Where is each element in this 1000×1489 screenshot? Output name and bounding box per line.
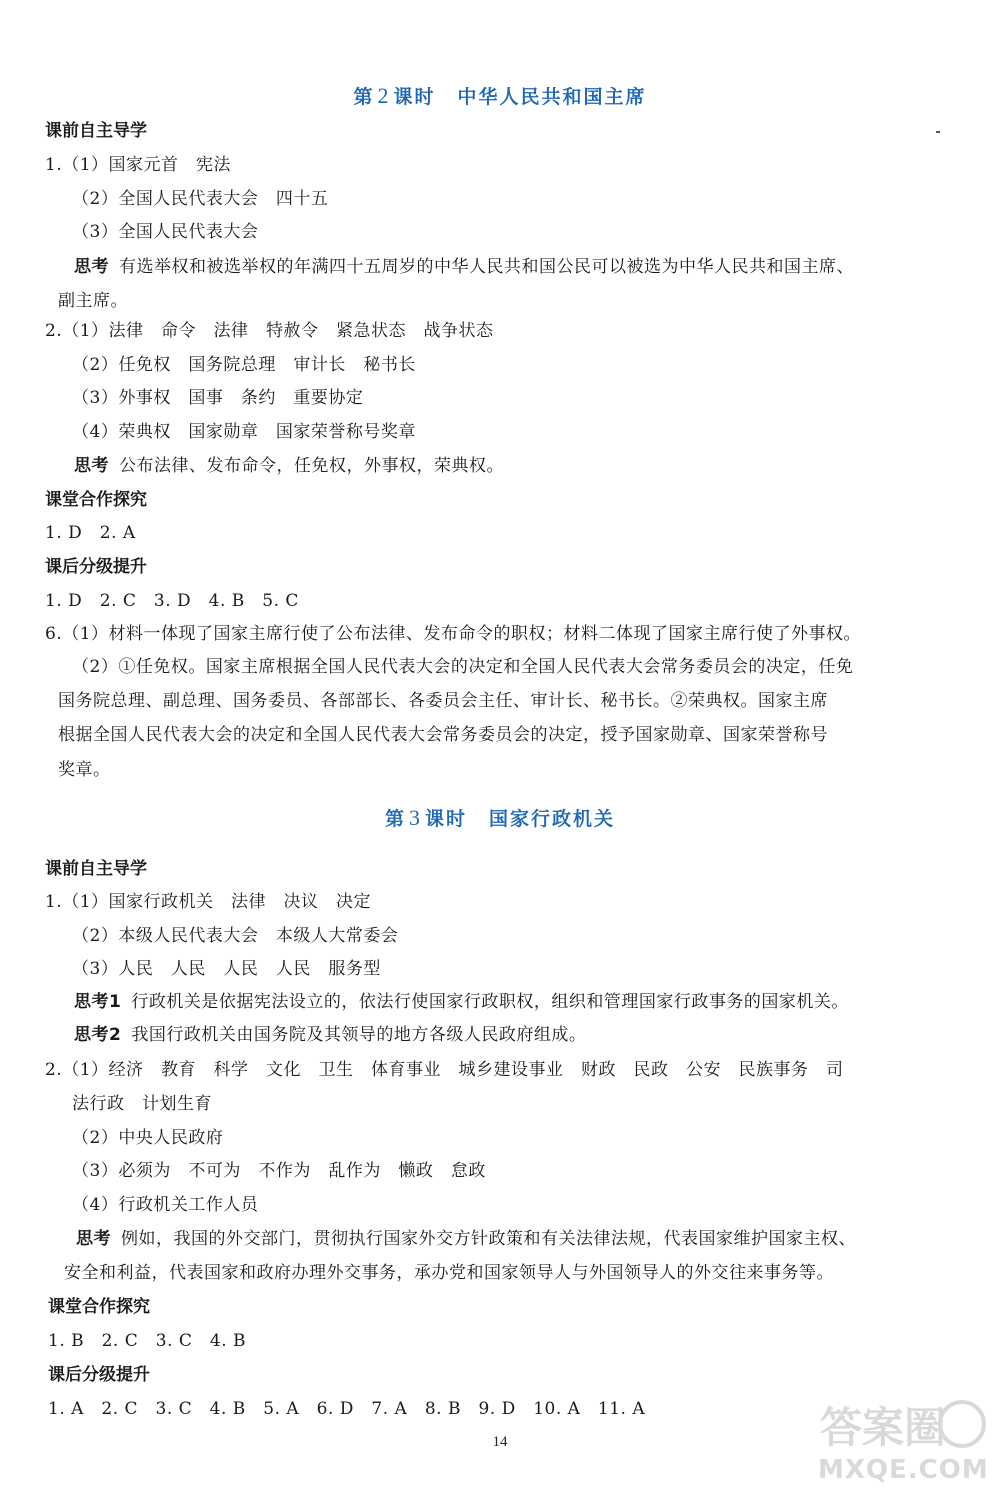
scan-speck [936, 131, 940, 133]
think-line [74, 1024, 586, 1046]
answer-line: 1. D 2. C 3. D 4. B 5. C [45, 591, 299, 611]
answer-line: （2）任免权 国务院总理 审计长 秘书长 [72, 355, 416, 375]
think-tag: 思考1 [74, 992, 122, 1012]
answer-line: （2）本级人民代表大会 本级人大常委会 [72, 926, 399, 946]
answer-line: 奖章。 [58, 760, 111, 780]
section-heading: 课前自主导学 [45, 859, 147, 879]
lesson-title [0, 806, 1000, 831]
answer-line: 6.（1）材料一体现了国家主席行使了公布法律、发布命令的职权；材料二体现了国家主席行使了外事权。 [45, 624, 862, 644]
watermark-bottom-text: MXQE.COM [818, 1455, 989, 1484]
think-tag: 思考 [76, 1229, 111, 1249]
lesson-title-number: 3 [408, 805, 422, 830]
think-text: 公布法律、发布命令，任免权，外事权，荣典权。 [119, 456, 504, 476]
think-line [74, 991, 849, 1013]
answer-line: （2）全国人民代表大会 四十五 [72, 189, 329, 209]
lesson-title-prefix: 第 [384, 808, 406, 830]
answer-line: 副主席。 [58, 291, 128, 311]
lesson-title-name: 中华人民共和国主席 [457, 86, 647, 108]
think-line [74, 256, 854, 278]
section-heading: 课后分级提升 [48, 1365, 150, 1385]
answer-line: 1.（1）国家元首 宪法 [45, 155, 232, 175]
answer-line: 2.（1）经济 教育 科学 文化 卫生 体育事业 城乡建设事业 财政 民政 公安 民族事务 司 [45, 1060, 844, 1080]
think-text: 例如，我国的外交部门，贯彻执行国家外交方针政策和有关法律法规，代表国家维护国家主权、 [121, 1229, 856, 1249]
section-heading: 课前自主导学 [45, 121, 147, 141]
answer-line: （4）行政机关工作人员 [72, 1195, 259, 1215]
lesson-title-suffix: 课时 [393, 86, 436, 108]
answer-line: 1. A 2. C 3. C 4. B 5. A 6. D 7. A 8. B 9. D 10. A 11. A [48, 1399, 646, 1419]
think-text: 我国行政机关由国务院及其领导的地方各级人民政府组成。 [131, 1025, 587, 1045]
answer-line: 2.（1）法律 命令 法律 特赦令 紧急状态 战争状态 [45, 321, 494, 341]
think-line [74, 455, 504, 477]
think-text: 行政机关是依据宪法设立的，依法行使国家行政职权，组织和管理国家行政事务的国家机关。 [131, 992, 849, 1012]
answer-line: （4）荣典权 国家勋章 国家荣誉称号奖章 [72, 422, 416, 442]
answer-line: 1. D 2. A [45, 523, 136, 543]
answer-line: （2）中央人民政府 [72, 1128, 224, 1148]
section-heading: 课后分级提升 [45, 557, 147, 577]
lesson-title-suffix: 课时 [424, 808, 467, 830]
page-number: 14 [492, 1434, 508, 1450]
lesson-title-name: 国家行政机关 [489, 808, 616, 830]
think-text: 有选举权和被选举权的年满四十五周岁的中华人民共和国公民可以被选为中华人民共和国主席、 [119, 257, 854, 277]
answer-line: （3）必须为 不可为 不作为 乱作为 懒政 怠政 [72, 1161, 486, 1181]
think-line [76, 1228, 856, 1250]
lesson-title-prefix: 第 [353, 86, 375, 108]
lesson-title [0, 84, 1000, 109]
answer-line: （3）人民 人民 人民 人民 服务型 [72, 959, 381, 979]
section-heading: 课堂合作探究 [48, 1297, 150, 1317]
answer-line: （2）①任免权。国家主席根据全国人民代表大会的决定和全国人民代表大会常务委员会的决定，任免 [72, 657, 854, 677]
answer-line: 根据全国人民代表大会的决定和全国人民代表大会常务委员会的决定，授予国家勋章、国家荣誉称号 [58, 725, 828, 745]
section-heading: 课堂合作探究 [45, 490, 147, 510]
think-tag: 思考2 [74, 1025, 122, 1045]
answer-line: （3）外事权 国事 条约 重要协定 [72, 388, 364, 408]
answer-line: 国务院总理、副总理、国务委员、各部部长、各委员会主任、审计长、秘书长。②荣典权。国家主席 [58, 691, 828, 711]
answer-line: 1. B 2. C 3. C 4. B [48, 1331, 246, 1351]
think-tag: 思考 [74, 257, 109, 277]
answer-line: （3）全国人民代表大会 [72, 222, 259, 242]
think-tag: 思考 [74, 456, 109, 476]
watermark-logo [812, 1396, 992, 1484]
answer-line: 法行政 计划生育 [72, 1094, 212, 1114]
answer-line: 安全和利益，代表国家和政府办理外交事务，承办党和国家领导人与外国领导人的外交往来事务等。 [64, 1263, 834, 1283]
lesson-title-number: 2 [377, 83, 391, 108]
answer-line: 1.（1）国家行政机关 法律 决议 决定 [45, 892, 372, 912]
watermark-top-text: 答案圈 [820, 1403, 947, 1452]
